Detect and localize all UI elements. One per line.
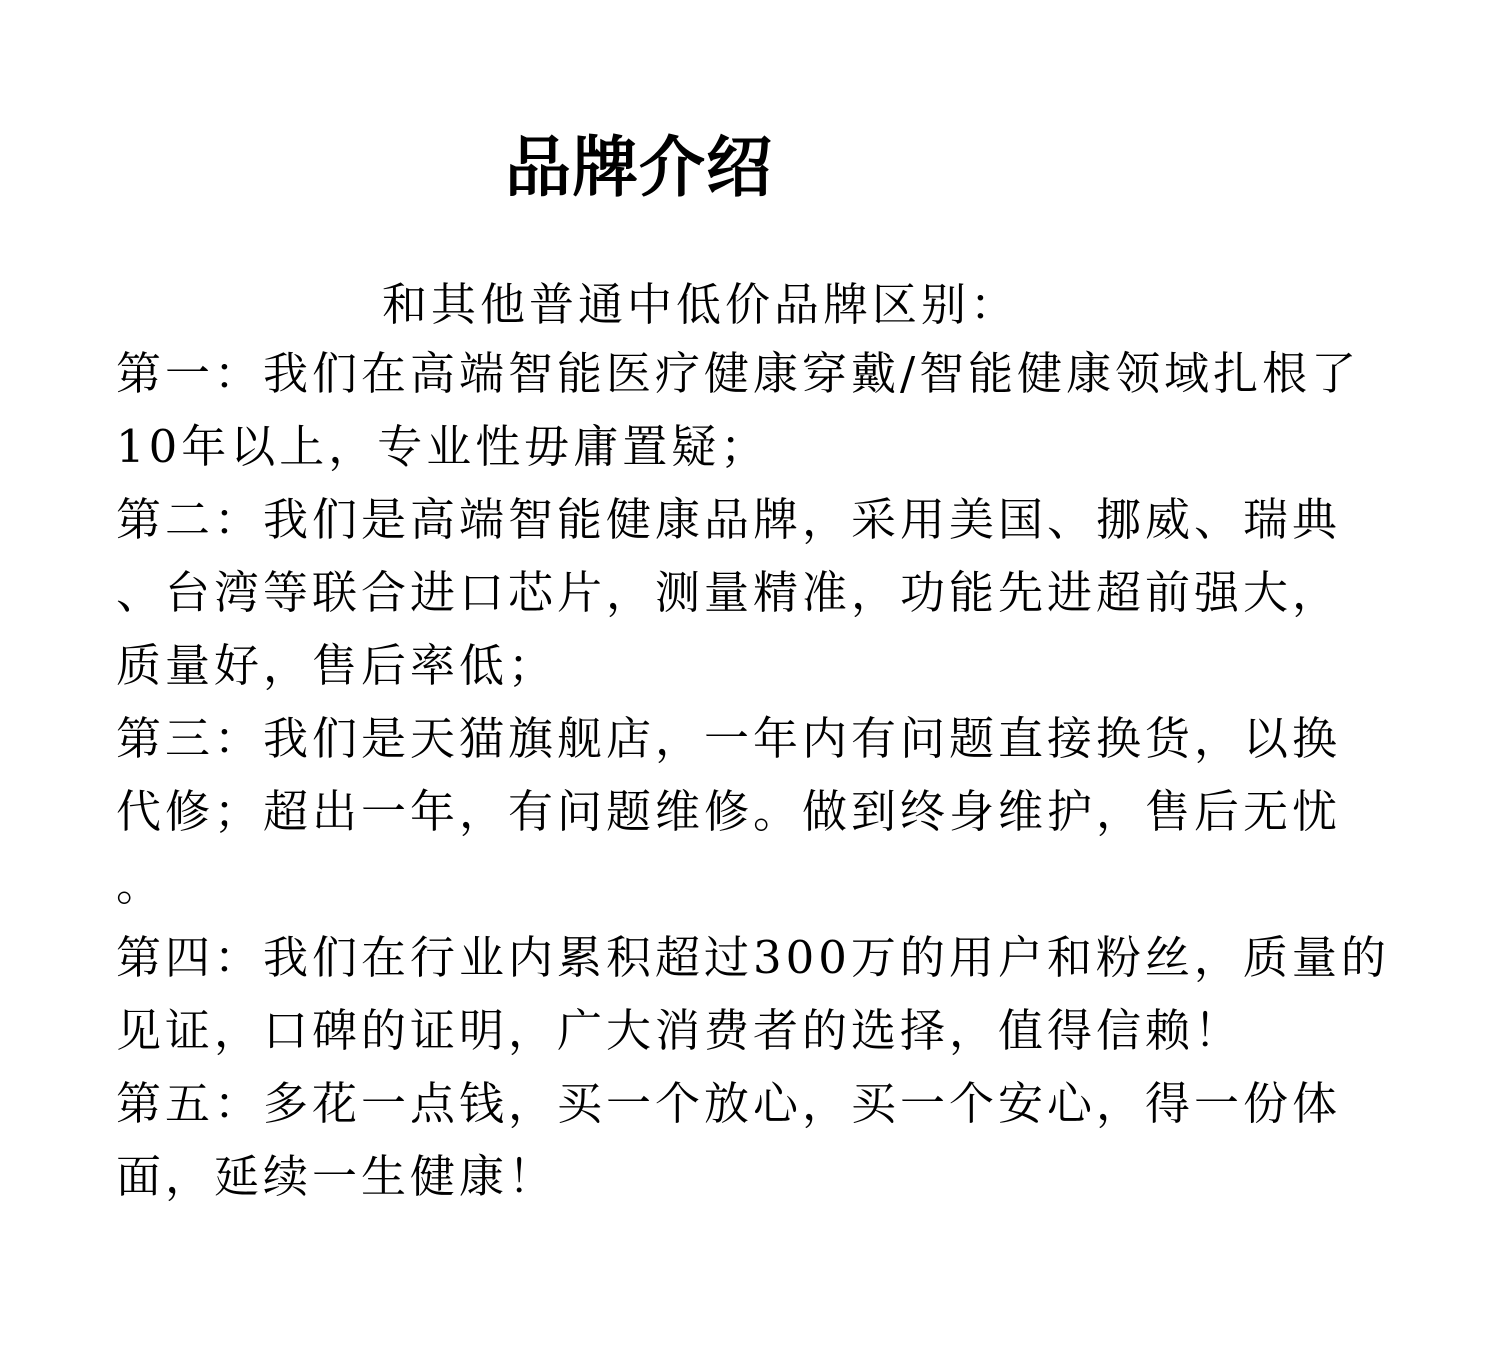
text-line: 代修；超出一年，有问题维修。做到终身维护，售后无忧 xyxy=(116,785,1342,838)
text-line: 见证，口碑的证明，广大消费者的选择，值得信赖！ xyxy=(116,1004,1244,1057)
text-line: 。 xyxy=(116,858,166,911)
text-line: 第五：多花一点钱，买一个放心，买一个安心，得一份体 xyxy=(116,1077,1342,1130)
text-line: 质量好，售后率低； xyxy=(116,639,558,692)
text-line: 、台湾等联合进口芯片，测量精准，功能先进超前强大， xyxy=(116,566,1342,619)
text-line: 面，延续一生健康！ xyxy=(116,1150,558,1203)
subheading: 和其他普通中低价品牌区别： xyxy=(382,278,1020,331)
page-title: 品牌介绍 xyxy=(505,129,773,206)
text-line: 10年以上，专业性毋庸置疑； xyxy=(116,420,770,473)
text-line: 第一：我们在高端智能医疗健康穿戴/智能健康领域扎根了 xyxy=(116,347,1361,400)
text-line: 第二：我们是高端智能健康品牌，采用美国、挪威、瑞典 xyxy=(116,493,1342,546)
text-line: 第四：我们在行业内累积超过300万的用户和粉丝，质量的 xyxy=(116,931,1390,984)
text-line: 第三：我们是天猫旗舰店，一年内有问题直接换货，以换 xyxy=(116,712,1342,765)
